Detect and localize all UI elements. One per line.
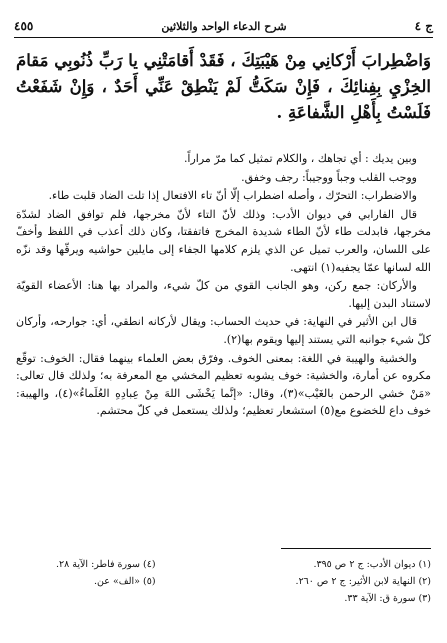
paragraph: قال الفارابي في ديوان الأدب: وذلك لأنّ التاء لأنّ مخرجها، فلم توافق الضاد لشدّة مخرجها، فابدلت طاء لأنّ الطاء شديدة المخرج فاتفقتا، وكان ذلك أعذب في اللفظ وأخفّ على اللسان، والعرب تميل عن الذي يلزم كلامها الجفاء إلى مايلين حواشيه ويرقّها وقد نزّه الله لسانها عمّا يجفيه(١) انتهى.	[16, 207, 431, 274]
paragraph: ووجب القلب وجباً ووجيباً: رجف وخفق.	[241, 170, 417, 184]
footnote: (١) ديوان الأدب: ج ٢ ص ٣٩٥.	[313, 559, 431, 570]
footnote: (٣) سورة ق: الآية ٣٣.	[344, 593, 431, 604]
header-rule	[14, 37, 433, 38]
paragraph: والاضطراب: التحرّك ، وأصله اضطراب إلّا أنّ تاء الافتعال إذا تلت الضاد قلبت طاء.	[48, 189, 417, 203]
running-title: شرح الدعاء الواحد والثلاثين	[161, 19, 287, 33]
footnote: (٢) النهاية لابن الأثير: ج ٢ ص ٢٦٠.	[295, 576, 431, 587]
paragraph: قال ابن الأثير في النهاية: في حديث الحساب: ويقال لأركانه انطقي، أي: جوارحه، وأركان كلّ شيء جوانبه التي يستند إليها ويقوم بها(٢).	[16, 315, 431, 346]
paragraph: والأركان: جمع ركن، وهو الجانب القوي من كلّ شيء، والمراد بها هنا: الأعضاء القويّة لاستناد البدن إليها.	[16, 279, 431, 310]
footnotes	[16, 556, 431, 607]
footnote: (٥) «الف» عن.	[94, 576, 156, 587]
page-number: ٤٥٥	[14, 19, 34, 33]
footnotes-right-column	[296, 556, 431, 607]
supplication-text: وَاضْطِرابَ أَرْكانِي مِنْ هَيْبَتِكَ ، فَقَدْ أَقامَتْنِي يا رَبِّ ذُنُوبِي مَقامَ الخِزْيِ بِفِنائِكَ ، فَإِنْ سَكَتُّ لَمْ يَنْطِقْ عَنِّي أَحَدٌ ، وَإِنْ شَفَعْتُ فَلَسْتُ بِأَهْلِ الشَّفاعَةِ .	[16, 51, 431, 122]
footnote: (٤) سورة فاطر: الآية ٢٨.	[56, 559, 156, 570]
paragraph: وبين يديك : أي تجاهك ، والكلام تمثيل كما مرّ مراراً.	[183, 152, 417, 165]
paragraph: والخشية والهيبة في اللغة: بمعنى الخوف. وفرّق بعض العلماء بينهما فقال: الخوف: توقّع مكروه عن أمارة، والخشية: خوف يشوبه تعظيم المخشي مع المعرفة به؛ ولذلك قال تعالى: «مَنْ خشي الرحمن بالغَيْب»(٣)، وقال: «إنَّما يَخْشَى اللهَ مِنْ عِبادِهِ العُلَماءُ»(٤)، والهيبة: خوف داع للخضوع مع(٥) استشعار تعظيم؛ ولذلك يستعمل في كلّ محتشم.	[16, 351, 431, 418]
volume-label: ج ٤	[414, 19, 433, 33]
commentary-body	[16, 150, 431, 421]
footnotes-left-column	[16, 556, 156, 607]
footnote-rule	[281, 548, 431, 549]
page-header	[14, 16, 433, 36]
